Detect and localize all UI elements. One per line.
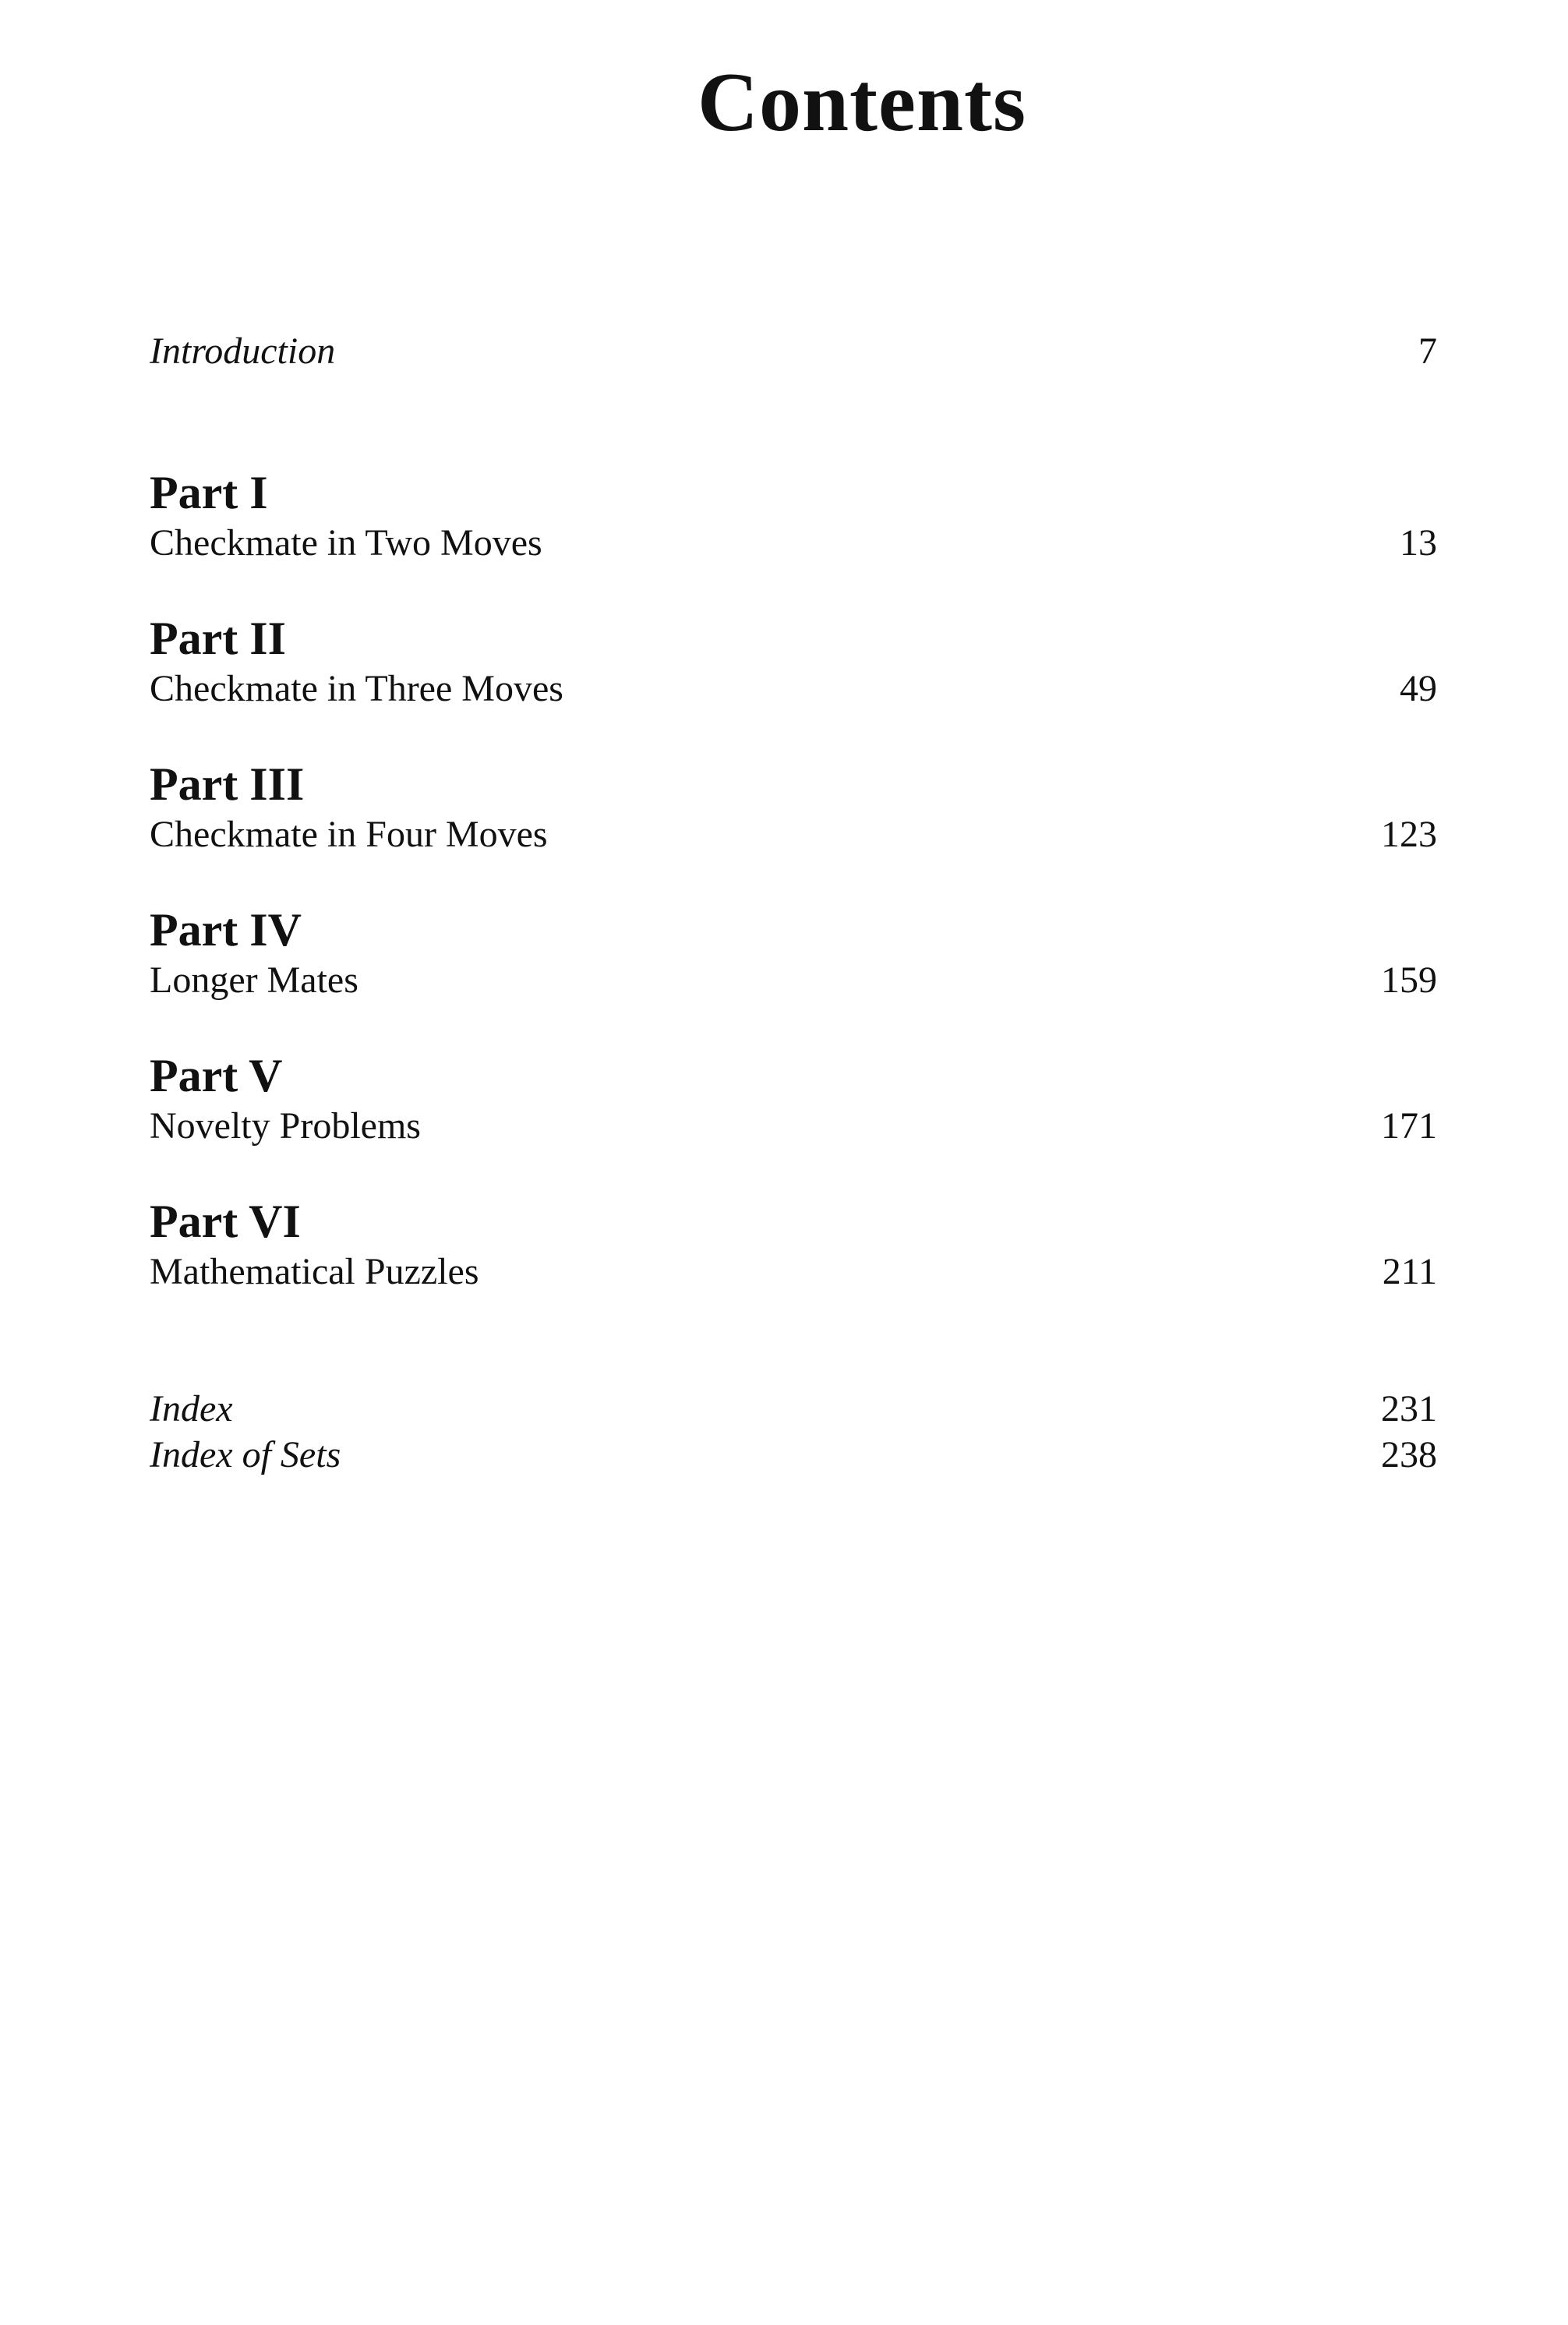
page-title: Contents	[697, 56, 1027, 149]
toc-page-number: 123	[1381, 814, 1437, 855]
toc-page-number: 238	[1381, 1434, 1437, 1475]
toc-entry-part-6[interactable]	[150, 1248, 1437, 1296]
toc-entry-index[interactable]	[150, 1385, 1437, 1433]
part-heading-2: Part II	[150, 613, 286, 664]
toc-page-number: 171	[1381, 1105, 1437, 1147]
toc-entry-label: Checkmate in Four Moves	[150, 814, 548, 855]
part-heading-3: Part III	[150, 758, 305, 810]
toc-page-number: 159	[1381, 959, 1437, 1001]
toc-entry-label: Novelty Problems	[150, 1105, 421, 1147]
toc-entry-label: Checkmate in Two Moves	[150, 522, 542, 564]
toc-page-number: 49	[1400, 668, 1437, 709]
part-heading-5: Part V	[150, 1050, 283, 1101]
part-heading-6: Part VI	[150, 1196, 301, 1247]
toc-entry-label: Checkmate in Three Moves	[150, 668, 563, 709]
toc-page-number: 211	[1382, 1251, 1437, 1292]
toc-entry-label: Index	[150, 1388, 233, 1429]
toc-entry-introduction[interactable]	[150, 327, 1437, 376]
toc-entry-index-of-sets[interactable]	[150, 1431, 1437, 1479]
toc-entry-label: Introduction	[150, 330, 336, 372]
toc-entry-part-3[interactable]	[150, 811, 1437, 859]
toc-entry-part-2[interactable]	[150, 665, 1437, 713]
part-heading-1: Part I	[150, 467, 268, 518]
toc-page-number: 231	[1381, 1388, 1437, 1429]
toc-page-number: 13	[1400, 522, 1437, 564]
toc-entry-part-1[interactable]	[150, 519, 1437, 567]
toc-entry-label: Mathematical Puzzles	[150, 1251, 479, 1292]
toc-entry-part-4[interactable]	[150, 956, 1437, 1005]
part-heading-4: Part IV	[150, 904, 302, 956]
toc-entry-label: Longer Mates	[150, 959, 358, 1001]
toc-entry-label: Index of Sets	[150, 1434, 341, 1475]
toc-entry-part-5[interactable]	[150, 1102, 1437, 1150]
toc-page-number: 7	[1418, 330, 1437, 372]
